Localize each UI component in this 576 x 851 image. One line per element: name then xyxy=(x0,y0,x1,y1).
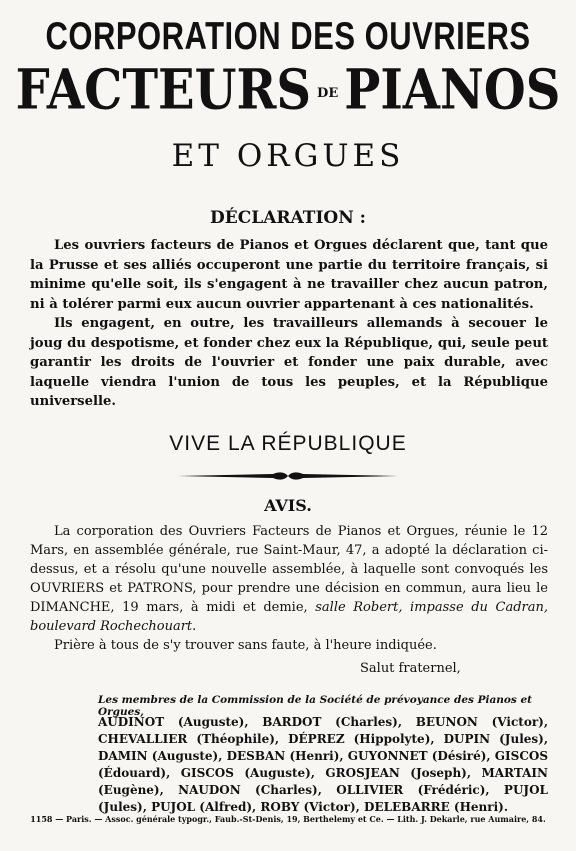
avis-heading: AVIS. xyxy=(264,496,312,515)
declaration-heading: DÉCLARATION : xyxy=(210,208,366,228)
avis-period: . xyxy=(192,619,197,634)
title-line-2 xyxy=(0,57,576,123)
slogan: VIVE LA RÉPUBLIQUE xyxy=(169,432,407,455)
members-intro: Les membres de la Commission de la Société de prévoyance des Pianos et Orgues, xyxy=(98,694,533,718)
avis-paragraph-1 xyxy=(30,522,548,636)
printer-footer: 1158 — Paris. — Assoc. générale typogr., Faub.-St-Denis, 19, Berthelemy et Ce. — Lith. J. Dekarle, rue Aumaire, 84. xyxy=(30,814,546,824)
ornamental-divider xyxy=(178,470,398,482)
avis-location: salle Robert, impasse du Cadran, boulevard Rochechouart xyxy=(30,600,549,634)
title-line-3: ET ORGUES xyxy=(171,138,405,174)
avis-body xyxy=(30,522,548,655)
declaration-paragraph-1: Les ouvriers facteurs de Pianos et Orgues déclarent que, tant que la Prusse et ses alliés occuperont une partie du territoire français, si minime qu'elle soit, ils s'engagent à ne travailler chez aucun patron, ni à tolérer parmi eux aucun ouvrier appartenant à ces nationalités. xyxy=(30,238,548,312)
title-pianos: PIANOS xyxy=(344,57,561,123)
declaration-body xyxy=(30,236,548,412)
title-facteurs: FACTEURS xyxy=(15,57,312,123)
title-line-1: CORPORATION DES OUVRIERS xyxy=(45,14,531,58)
title-de: DE xyxy=(317,86,339,101)
avis-paragraph-2: Prière à tous de s'y trouver sans faute, à l'heure indiquée. xyxy=(54,638,437,653)
avis-text: La corporation des Ouvriers Facteurs de Pianos et Orgues, réunie le 12 Mars, en assemblée générale, rue Saint-Maur, 47, a adopté la déclaration ci-dessus, et a résolu qu'une nouvelle assemblée, à laquelle sont convoqués les OUVRIERS et PATRONS, pour prendre une décision en commun, aura lieu le DIMANCHE, 19 mars, à midi et demie, xyxy=(30,524,548,615)
closing-salutation: Salut fraternel, xyxy=(360,661,461,676)
declaration-paragraph-2: Ils engagent, en outre, les travailleurs allemands à secouer le joug du despotisme, et fonder chez eux la République, qui, seule peut garantir les droits de l'ouvrier et fonder une paix durable, avec laquelle viendra l'union de tous les peuples, et la République universelle. xyxy=(30,316,548,409)
members-list: AUDINOT (Auguste), BARDOT (Charles), BEUNON (Victor), CHEVALLIER (Théophile), DÉPREZ (Hippolyte), DUPIN (Jules), DAMIN (Auguste), DESBAN (Henri), GUYONNET (Désiré), GISCOS (Édouard), GISCOS (Auguste), GROSJEAN (Joseph), MARTAIN (Eugène), NAUDON (Charles), OLLIVIER (Frédéric), PUJOL (Jules), PUJOL (Alfred), ROBY (Victor), DELEBARRE (Henri). xyxy=(98,715,548,814)
